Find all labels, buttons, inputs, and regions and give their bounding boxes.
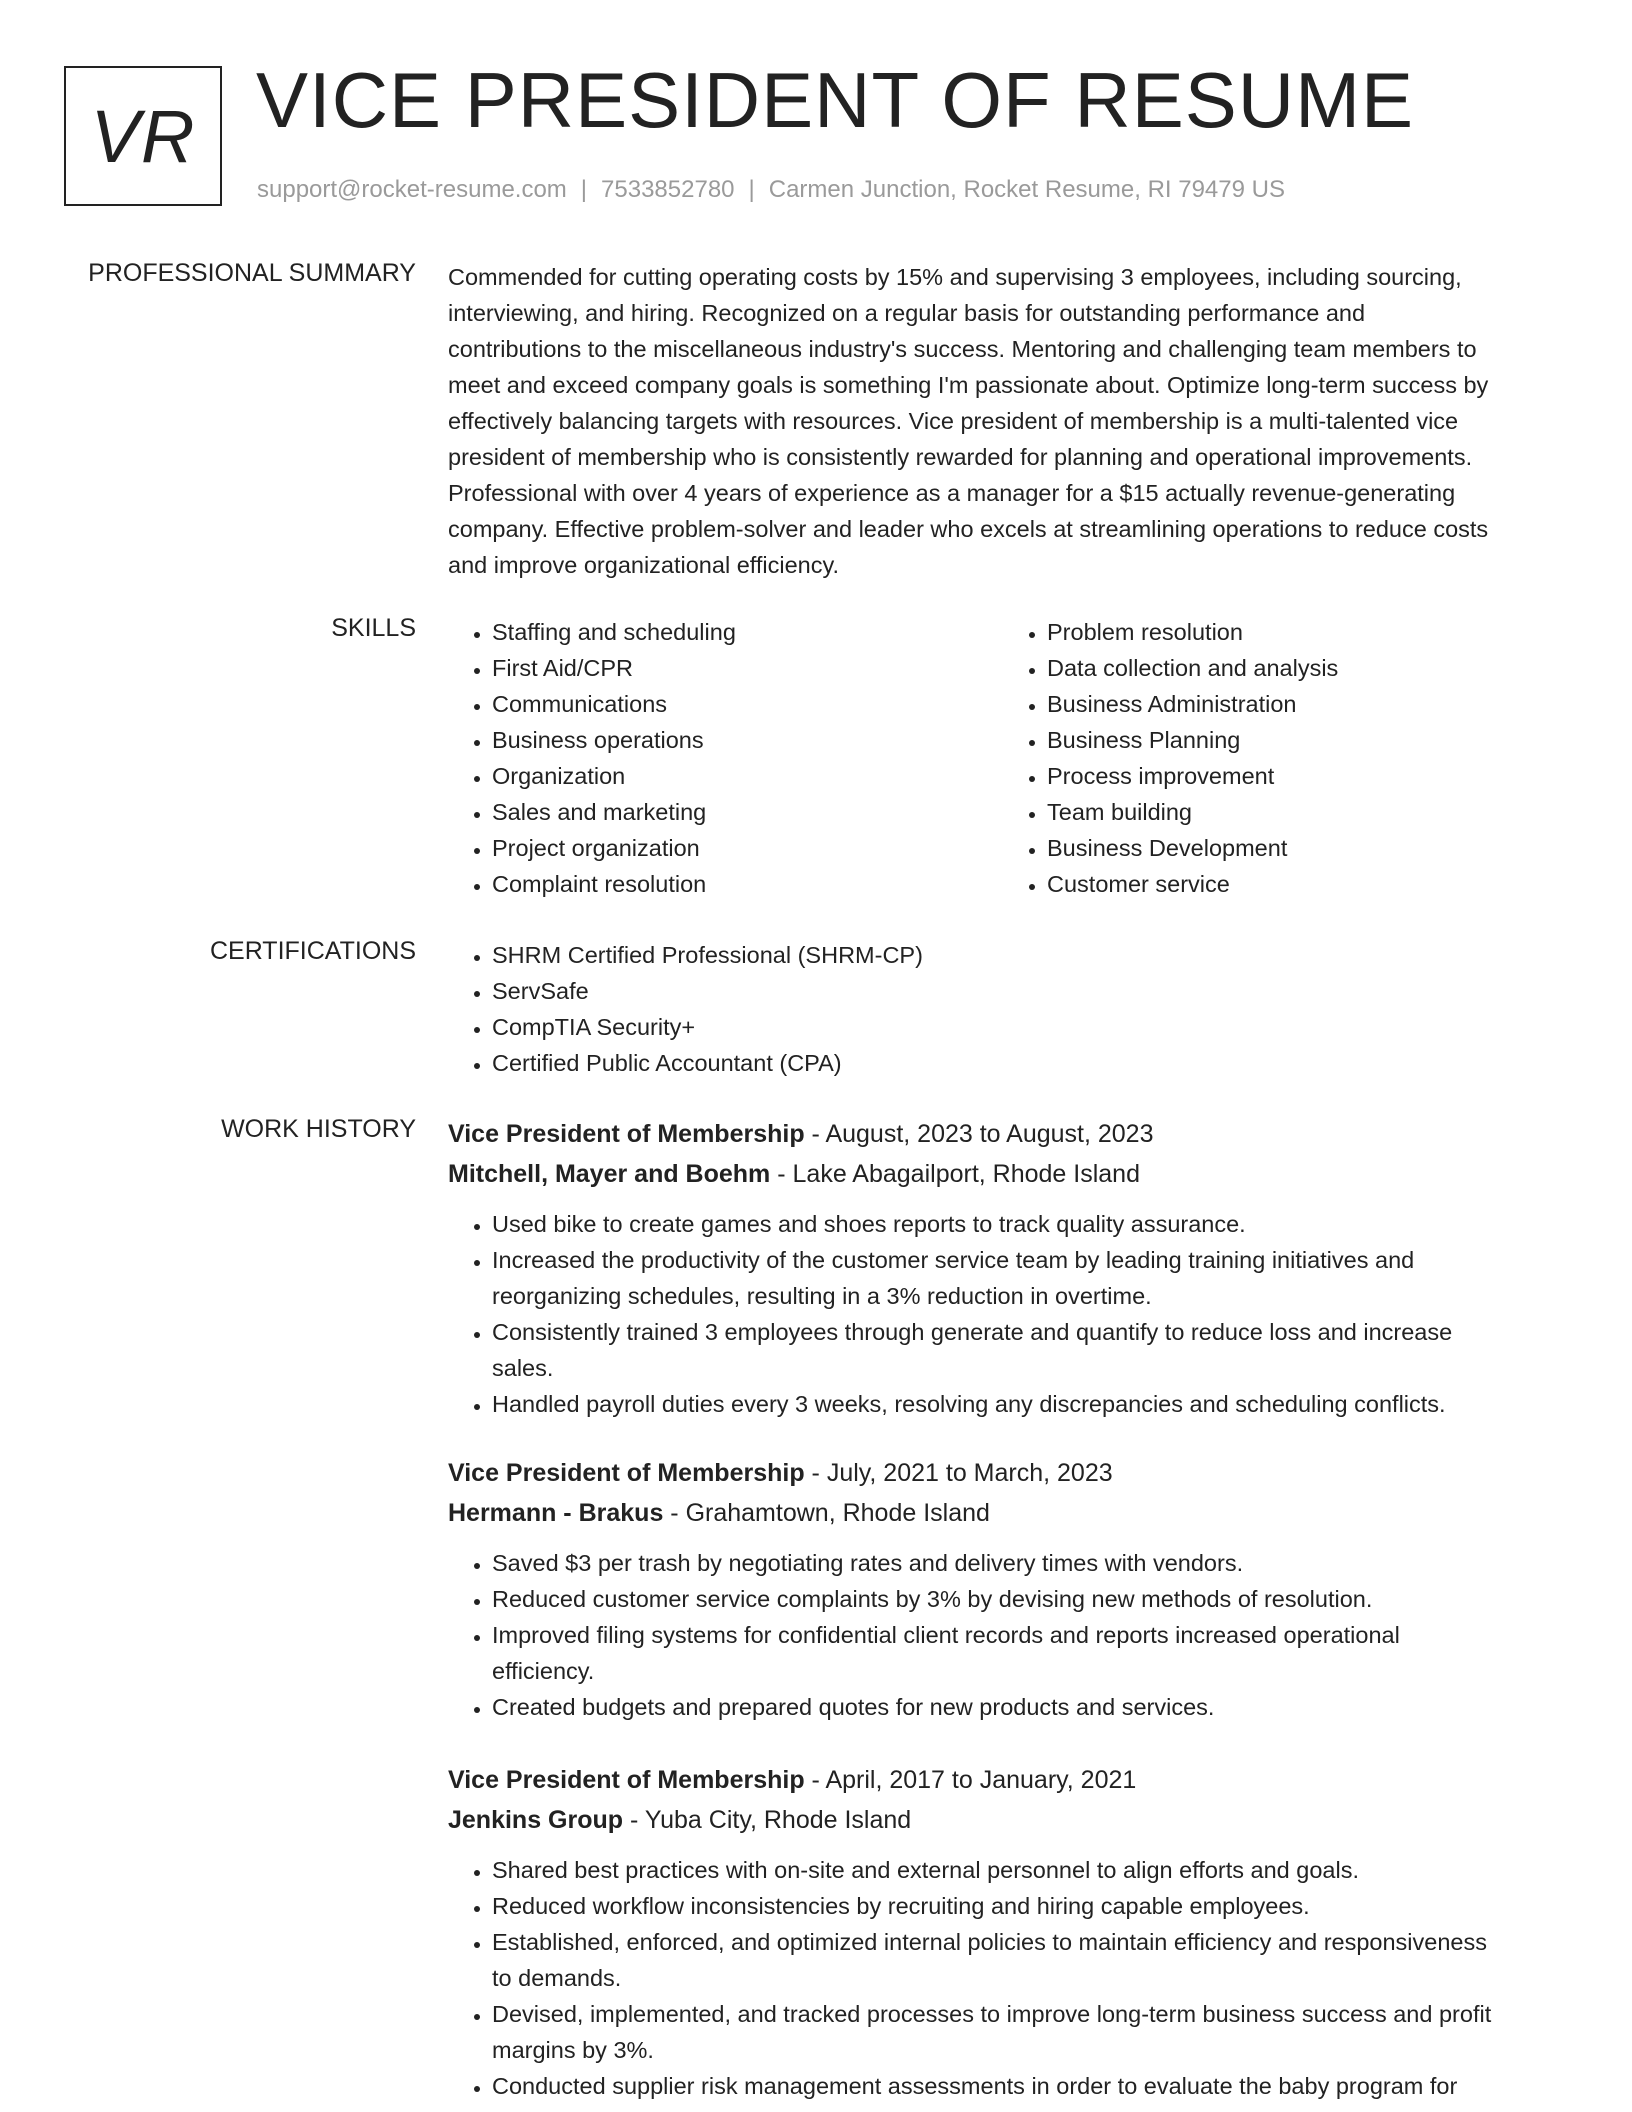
skill-item: • Business Planning [1047, 722, 1558, 758]
certification-item: • ServSafe [492, 973, 1558, 1009]
job-bullet: • Consistently trained 3 employees through generate and quantify to reduce loss and increase sales. [492, 1314, 1558, 1386]
contact-email: support@rocket-resume.com [257, 176, 567, 203]
job-bullets [448, 1545, 1558, 1725]
skill-item: • Sales and marketing [492, 794, 1003, 830]
section-label-skills: SKILLS [331, 614, 416, 642]
resume-name: VICE PRESIDENT OF RESUME [256, 56, 1415, 144]
initials-monogram: VR [64, 66, 222, 206]
job-dates: April, 2017 to January, 2021 [825, 1766, 1137, 1794]
skill-item: • Staffing and scheduling [492, 614, 1003, 650]
skill-item: • First Aid/CPR [492, 650, 1003, 686]
summary-line: contributions to the miscellaneous industry's success. Mentoring and challenging team members to [448, 336, 1477, 362]
skill-item: • Communications [492, 686, 1003, 722]
skill-item: • Business Administration [1047, 686, 1558, 722]
certifications-body [448, 937, 1558, 1081]
job-location: Lake Abagailport, Rhode Island [792, 1160, 1140, 1188]
job-location: Grahamtown, Rhode Island [685, 1499, 990, 1527]
summary-text [448, 259, 1558, 583]
job-bullet: • Reduced workflow inconsistencies by recruiting and hiring capable employees. [492, 1888, 1558, 1924]
job-title-line: Vice President of Membership - July, 2021 to March, 2023 [448, 1459, 1113, 1487]
contact-address: Carmen Junction, Rocket Resume, RI 79479 US [768, 176, 1285, 203]
section-label-work-history: WORK HISTORY [221, 1115, 416, 1143]
job-bullet: • Handled payroll duties every 3 weeks, resolving any discrepancies and scheduling conflicts. [492, 1386, 1558, 1422]
summary-line: Professional with over 4 years of experience as a manager for a $15 actually revenue-generating [448, 480, 1456, 506]
contact-line [257, 176, 1285, 204]
job-dates: August, 2023 to August, 2023 [825, 1120, 1154, 1148]
certifications-list [448, 937, 1558, 1081]
skills-list-left [448, 614, 1003, 902]
job-bullet: • Improved filing systems for confidential client records and reports increased operational efficiency. [492, 1617, 1558, 1689]
job-bullets [448, 1852, 1558, 2104]
certification-item: • SHRM Certified Professional (SHRM-CP) [492, 937, 1558, 973]
job-bullet: • Shared best practices with on-site and external personnel to align efforts and goals. [492, 1852, 1558, 1888]
job-title: Vice President of Membership [448, 1459, 805, 1487]
job-bullet: • Devised, implemented, and tracked processes to improve long-term business success and profit margins by 3%. [492, 1996, 1558, 2068]
section-label-certifications: CERTIFICATIONS [209, 937, 416, 965]
job-company: Jenkins Group [448, 1806, 624, 1834]
job-title: Vice President of Membership [448, 1766, 805, 1794]
summary-line: effectively balancing targets with resources. Vice president of membership is a multi-talented vice [448, 408, 1459, 434]
skill-item: • Complaint resolution [492, 866, 1003, 902]
job-dates: July, 2021 to March, 2023 [826, 1459, 1113, 1487]
job-bullet: • Used bike to create games and shoes reports to track quality assurance. [492, 1206, 1558, 1242]
job-location: Yuba City, Rhode Island [644, 1806, 912, 1834]
skills-columns [448, 614, 1558, 902]
skill-item: • Process improvement [1047, 758, 1558, 794]
skill-item: • Data collection and analysis [1047, 650, 1558, 686]
summary-line: interviewing, and hiring. Recognized on a regular basis for outstanding performance and [448, 300, 1366, 326]
summary-line: meet and exceed company goals is something I'm passionate about. Optimize long-term success by [448, 372, 1489, 398]
job-company: Hermann - Brakus [448, 1499, 664, 1527]
summary-line: and improve organizational efficiency. [448, 552, 840, 578]
job-title-line: Vice President of Membership - August, 2023 to August, 2023 [448, 1120, 1154, 1148]
job-title-line: Vice President of Membership - April, 2017 to January, 2021 [448, 1766, 1137, 1794]
job-bullet: • Increased the productivity of the customer service team by leading training initiatives and reorganizing schedules, resulting in a 3% reduction in overtime. [492, 1242, 1558, 1314]
skill-item: • Project organization [492, 830, 1003, 866]
job-bullet: • Conducted supplier risk management assessments in order to evaluate the baby program for [492, 2068, 1558, 2104]
skill-item: • Customer service [1047, 866, 1558, 902]
summary-line: president of membership who is consistently rewarded for planning and operational improvements. [448, 444, 1473, 470]
summary-line: Commended for cutting operating costs by 15% and supervising 3 employees, including sourcing, [448, 264, 1462, 290]
job-bullet: • Saved $3 per trash by negotiating rates and delivery times with vendors. [492, 1545, 1558, 1581]
skill-item: • Business operations [492, 722, 1003, 758]
summary-line: company. Effective problem-solver and leader who excels at streamlining operations to reduce costs [448, 516, 1489, 542]
job-bullets [448, 1206, 1558, 1422]
certification-item: • Certified Public Accountant (CPA) [492, 1045, 1558, 1081]
job-bullet: • Reduced customer service complaints by 3% by devising new methods of resolution. [492, 1581, 1558, 1617]
contact-separator: | [748, 176, 755, 203]
job-company-line: Mitchell, Mayer and Boehm - Lake Abagailport, Rhode Island [448, 1160, 1140, 1188]
job-company-line: Hermann - Brakus - Grahamtown, Rhode Island [448, 1499, 990, 1527]
job-bullet: • Established, enforced, and optimized internal policies to maintain efficiency and responsiveness to demands. [492, 1924, 1558, 1996]
contact-separator: | [580, 176, 588, 203]
skill-item: • Team building [1047, 794, 1558, 830]
skill-item: • Organization [492, 758, 1003, 794]
skill-item: • Business Development [1047, 830, 1558, 866]
job-company: Mitchell, Mayer and Boehm [448, 1160, 771, 1188]
job-bullet: • Created budgets and prepared quotes for new products and services. [492, 1689, 1558, 1725]
skills-list-right [1003, 614, 1558, 902]
skill-item: • Problem resolution [1047, 614, 1558, 650]
job-company-line: Jenkins Group - Yuba City, Rhode Island [448, 1806, 912, 1834]
section-label-summary: PROFESSIONAL SUMMARY [88, 259, 416, 287]
certification-item: • CompTIA Security+ [492, 1009, 1558, 1045]
contact-phone: 7533852780 [601, 176, 735, 203]
job-title: Vice President of Membership [448, 1120, 805, 1148]
